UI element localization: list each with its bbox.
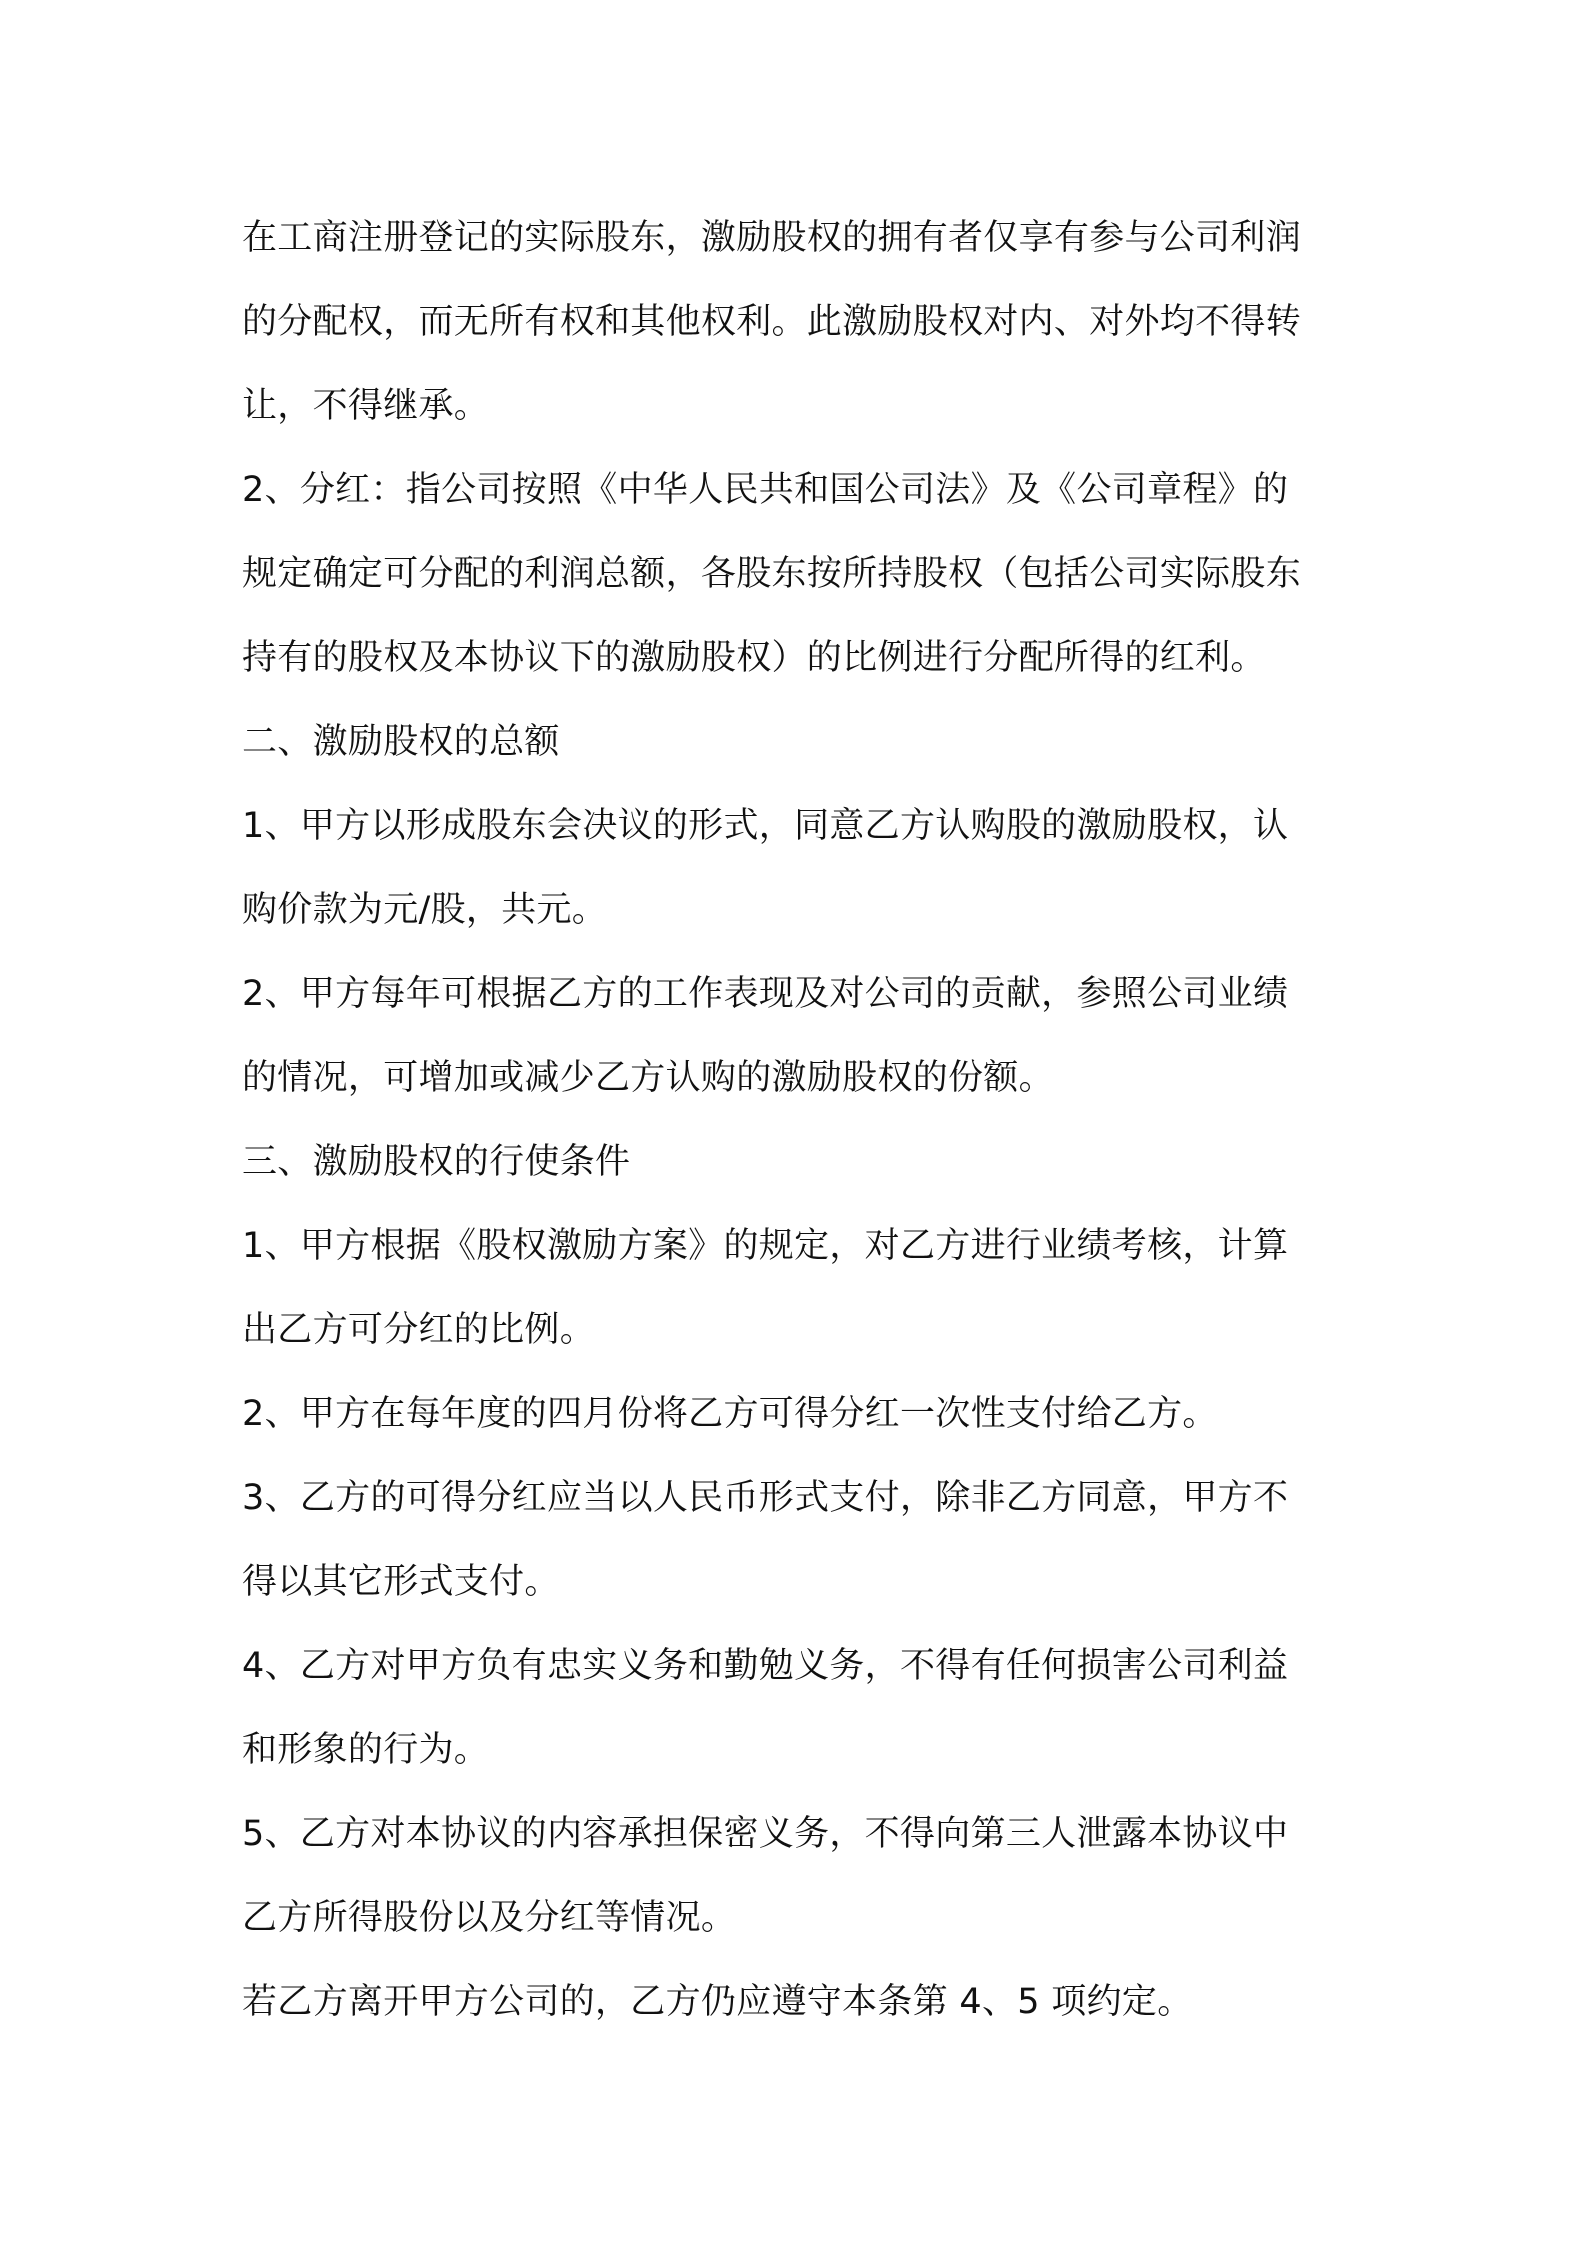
text-line-22: 若乙方离开甲方公司的，乙方仍应遵守本条第 4、5 项约定。 (242, 1982, 1193, 2022)
text-line-16: 3、乙方的可得分红应当以人民币形式支付，除非乙方同意，甲方不 (242, 1478, 1289, 1518)
text-line-14: 出乙方可分红的比例。 (242, 1310, 596, 1350)
text-line-18: 4、乙方对甲方负有忠实义务和勤勉义务，不得有任何损害公司利益 (242, 1646, 1289, 1686)
text-line-8: 1、甲方以形成股东会决议的形式，同意乙方认购股的激励股权，认 (242, 806, 1289, 846)
text-line-1: 在工商注册登记的实际股东，激励股权的拥有者仅享有参与公司利润 (242, 218, 1302, 258)
text-line-11: 的情况，可增加或减少乙方认购的激励股权的份额。 (242, 1058, 1054, 1098)
document-body (242, 196, 1354, 2044)
text-line-6: 持有的股权及本协议下的激励股权）的比例进行分配所得的红利。 (242, 638, 1266, 678)
text-line-4: 2、分红：指公司按照《中华人民共和国公司法》及《公司章程》的 (242, 470, 1289, 510)
text-line-13: 1、甲方根据《股权激励方案》的规定，对乙方进行业绩考核，计算 (242, 1226, 1289, 1266)
section-heading-3: 三、激励股权的行使条件 (242, 1142, 631, 1182)
text-line-20: 5、乙方对本协议的内容承担保密义务，不得向第三人泄露本协议中 (242, 1814, 1289, 1854)
text-line-5: 规定确定可分配的利润总额，各股东按所持股权（包括公司实际股东 (242, 554, 1302, 594)
text-line-10: 2、甲方每年可根据乙方的工作表现及对公司的贡献，参照公司业绩 (242, 974, 1289, 1014)
text-line-9: 购价款为元/股，共元。 (242, 890, 608, 930)
text-line-15: 2、甲方在每年度的四月份将乙方可得分红一次性支付给乙方。 (242, 1394, 1218, 1434)
text-line-19: 和形象的行为。 (242, 1730, 490, 1770)
section-heading-2: 二、激励股权的总额 (242, 722, 560, 762)
text-line-17: 得以其它形式支付。 (242, 1562, 560, 1602)
text-line-3: 让，不得继承。 (242, 386, 490, 426)
text-line-2: 的分配权，而无所有权和其他权利。此激励股权对内、对外均不得转 (242, 302, 1302, 342)
text-line-21: 乙方所得股份以及分红等情况。 (242, 1898, 737, 1938)
